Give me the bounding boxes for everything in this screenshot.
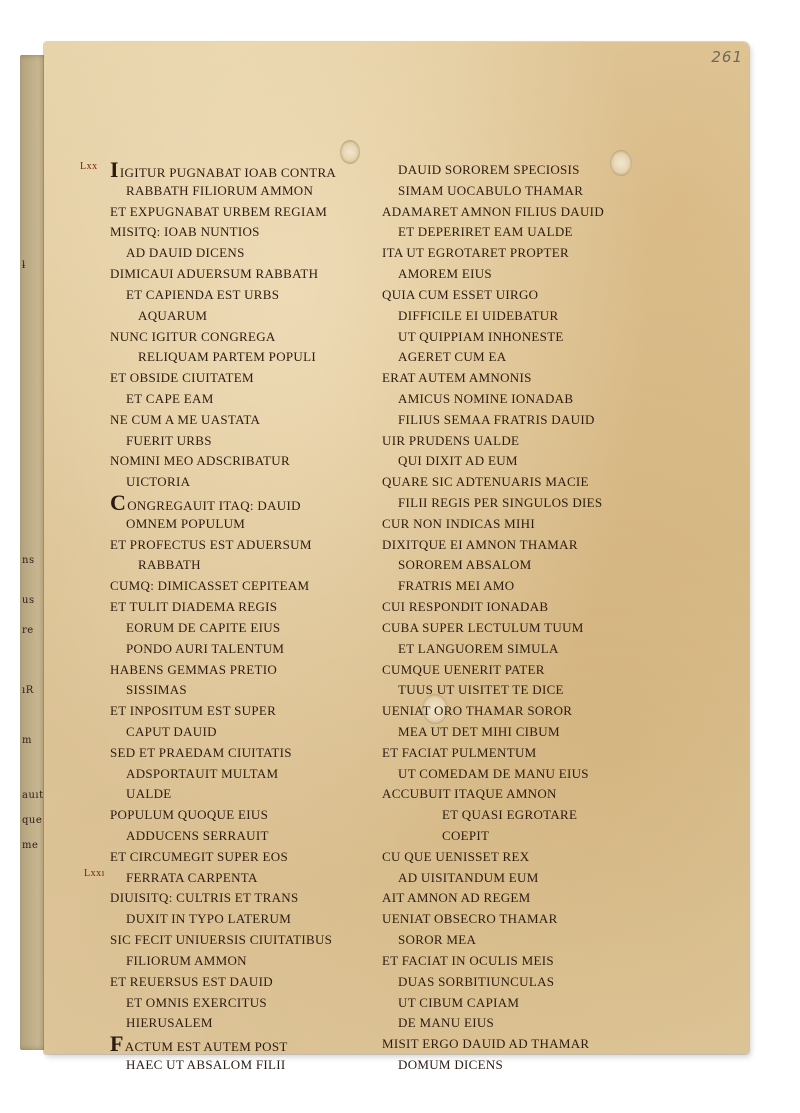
line-text: RELIQUAM PARTEM POPULI [138, 349, 316, 365]
manuscript-line [110, 847, 410, 868]
line-text: DAUID SOROREM SPECIOSIS [398, 162, 580, 177]
line-text: ET EXPUGNABAT URBEM REGIAM [110, 203, 328, 219]
decorated-initial: I [110, 157, 119, 182]
line-text: DIXITQUE EI AMNON THAMAR [382, 536, 578, 552]
manuscript-line [110, 576, 410, 597]
manuscript-line [110, 951, 410, 972]
manuscript-line [382, 285, 672, 306]
previous-leaf-text-fragment: auıt [22, 790, 44, 801]
line-text: ET DEPERIRET EAM UALDE [398, 224, 573, 240]
previous-leaf-text-fragment: m [22, 735, 32, 746]
line-text: SIC FECIT UNIUERSIS CIUITATIBUS [110, 932, 333, 948]
line-text: ET OBSIDE CIUITATEM [110, 370, 254, 386]
manuscript-line [382, 451, 672, 472]
line-text: AD DAUID DICENS [126, 245, 245, 261]
line-text: ITA UT EGROTARET PROPTER [382, 245, 570, 261]
manuscript-line [110, 639, 410, 660]
manuscript-line [382, 535, 672, 556]
line-text: IGITUR PUGNABAT IOAB CONTRA [119, 165, 337, 180]
manuscript-line [382, 514, 672, 535]
line-text: ET INPOSITUM EST SUPER [110, 703, 277, 719]
manuscript-line [110, 555, 410, 576]
manuscript-line [382, 1055, 672, 1076]
manuscript-line [110, 805, 410, 826]
manuscript-line [110, 597, 410, 618]
manuscript-line [382, 847, 672, 868]
previous-leaf-text-fragment: que [22, 815, 43, 826]
line-text: POPULUM QUOQUE EIUS [110, 807, 269, 823]
decorated-initial: C [110, 490, 127, 515]
previous-leaf-text-fragment: me [22, 840, 39, 851]
manuscript-line [382, 264, 672, 285]
manuscript-line [382, 618, 672, 639]
line-text: ET LANGUOREM SIMULA [398, 640, 559, 656]
line-text: ET FACIAT IN OCULIS MEIS [382, 952, 554, 968]
line-text: FRATRIS MEI AMO [398, 578, 515, 594]
line-text: UALDE [126, 786, 172, 802]
manuscript-line [382, 972, 672, 993]
previous-leaf-text-fragment: re [22, 625, 34, 636]
decorated-initial: F [110, 1031, 124, 1057]
line-text: ERAT AUTEM AMNONIS [382, 370, 532, 386]
line-text: SISSIMAS [126, 682, 187, 698]
manuscript-line [110, 368, 410, 389]
manuscript-folio [44, 42, 749, 1072]
manuscript-line [110, 680, 410, 701]
line-text: QUARE SIC ADTENUARIS MACIE [382, 474, 589, 490]
line-text: ONGREGAUIT ITAQ: DAUID [127, 498, 301, 513]
manuscript-line [110, 701, 410, 722]
line-text: FILII REGIS PER SINGULOS DIES [398, 495, 603, 510]
line-text: COEPIT [442, 828, 490, 843]
manuscript-line [382, 701, 672, 722]
manuscript-line [382, 368, 672, 389]
line-text: ET PROFECTUS EST ADUERSUM [110, 536, 312, 552]
line-text: OMNEM POPULUM [126, 515, 246, 531]
previous-leaf-text-fragment: us [22, 595, 35, 606]
text-column-right [382, 160, 672, 1076]
line-text: TUUS UT UISITET TE DICE [398, 682, 564, 698]
page-number: 261 [711, 48, 743, 66]
manuscript-line [110, 472, 410, 493]
line-text: ET OMNIS EXERCITUS [126, 994, 267, 1010]
line-text: AQUARUM [138, 307, 208, 323]
line-text: NE CUM A ME UASTATA [110, 411, 261, 427]
line-text: MEA UT DET MIHI CIBUM [398, 723, 560, 739]
manuscript-line [110, 618, 410, 639]
manuscript-line [382, 826, 672, 847]
line-text: CUMQ: DIMICASSET CEPITEAM [110, 578, 310, 594]
manuscript-line [382, 722, 672, 743]
manuscript-line [110, 888, 410, 909]
manuscript-line [382, 888, 672, 909]
previous-leaf-text-fragment: ƚ [22, 260, 26, 271]
line-text: UT CIBUM CAPIAM [398, 994, 520, 1010]
manuscript-line [382, 431, 672, 452]
manuscript-line [382, 306, 672, 327]
manuscript-line [110, 826, 410, 847]
manuscript-line [110, 389, 410, 410]
line-text: FUERIT URBS [126, 432, 212, 448]
manuscript-line [382, 327, 672, 348]
manuscript-line [382, 743, 672, 764]
manuscript-line [110, 514, 410, 535]
line-text: ET CAPE EAM [126, 390, 214, 406]
manuscript-line [110, 1055, 410, 1076]
previous-leaf-text-fragment: ıR [22, 685, 34, 696]
manuscript-line [110, 868, 410, 889]
manuscript-line [110, 327, 410, 348]
manuscript-line [382, 993, 672, 1014]
line-text: CUR NON INDICAS MIHI [382, 515, 535, 531]
line-text: UENIAT OBSECRO THAMAR [382, 911, 558, 927]
manuscript-line [110, 743, 410, 764]
line-text: FERRATA CARPENTA [126, 869, 258, 885]
manuscript-line [382, 160, 672, 181]
line-text: ADAMARET AMNON FILIUS DAUID [382, 203, 605, 219]
line-text: RABBATH [138, 557, 201, 573]
line-text: UIR PRUDENS UALDE [382, 432, 520, 448]
manuscript-line [110, 1031, 410, 1057]
manuscript-line [110, 660, 410, 681]
manuscript-line [382, 680, 672, 701]
line-text: ET QUASI EGROTARE [442, 807, 578, 823]
line-text: UENIAT ORO THAMAR SOROR [382, 703, 573, 719]
manuscript-line [382, 951, 672, 972]
manuscript-line [110, 264, 410, 285]
line-text: ET CAPIENDA EST URBS [126, 286, 280, 302]
line-text: ADDUCENS SERRAUIT [126, 828, 269, 843]
line-text: ET TULIT DIADEMA REGIS [110, 599, 278, 615]
manuscript-line [110, 764, 410, 785]
line-text: ET FACIAT PULMENTUM [382, 744, 537, 760]
manuscript-line [382, 389, 672, 410]
manuscript-line [110, 993, 410, 1014]
line-text: MISIT ERGO DAUID AD THAMAR [382, 1036, 590, 1052]
line-text: ET REUERSUS EST DAUID [110, 973, 273, 989]
line-text: DOMUM DICENS [398, 1056, 504, 1072]
chapter-number-lxx: Lxx [80, 161, 98, 172]
line-text: NOMINI MEO ADSCRIBATUR [110, 453, 290, 469]
line-text: UT COMEDAM DE MANU EIUS [398, 765, 589, 781]
line-text: SOROR MEA [398, 932, 477, 948]
line-text: DE MANU EIUS [398, 1015, 495, 1031]
manuscript-line [110, 222, 410, 243]
line-text: SED ET PRAEDAM CIUITATIS [110, 744, 292, 760]
manuscript-line [382, 597, 672, 618]
manuscript-line [382, 639, 672, 660]
manuscript-line [382, 181, 672, 202]
line-text: UICTORIA [126, 474, 191, 490]
line-text: AMICUS NOMINE IONADAB [398, 390, 574, 406]
manuscript-line [110, 202, 410, 223]
manuscript-line [110, 1013, 410, 1034]
manuscript-line [110, 306, 410, 327]
manuscript-line [382, 347, 672, 368]
line-text: RABBATH FILIORUM AMMON [126, 182, 314, 198]
manuscript-line [110, 181, 410, 202]
manuscript-line [110, 451, 410, 472]
line-text: FILIORUM AMMON [126, 952, 247, 968]
manuscript-line [110, 972, 410, 993]
line-text: MISITQ: IOAB NUNTIOS [110, 224, 260, 240]
line-text: AD UISITANDUM EUM [398, 869, 539, 885]
line-text: CUBA SUPER LECTULUM TUUM [382, 619, 584, 635]
line-text: PONDO AURI TALENTUM [126, 640, 285, 656]
line-text: CU QUE UENISSET REX [382, 848, 530, 864]
manuscript-line [110, 347, 410, 368]
manuscript-line [110, 784, 410, 805]
manuscript-line [110, 431, 410, 452]
manuscript-line [382, 472, 672, 493]
manuscript-line [110, 909, 410, 930]
line-text: AIT AMNON AD REGEM [382, 890, 531, 906]
line-text: FILIUS SEMAA FRATRIS DAUID [398, 411, 595, 427]
line-text: DIUISITQ: CULTRIS ET TRANS [110, 890, 299, 906]
line-text: NUNC IGITUR CONGREGA [110, 328, 276, 344]
manuscript-line [382, 1013, 672, 1034]
line-text: DUXIT IN TYPO LATERUM [126, 911, 292, 927]
line-text: HABENS GEMMAS PRETIO [110, 661, 278, 677]
manuscript-line [110, 157, 410, 182]
manuscript-line [110, 535, 410, 556]
line-text: DIMICAUI ADUERSUM RABBATH [110, 266, 319, 282]
manuscript-line [382, 222, 672, 243]
line-text: ACTUM EST AUTEM POST [124, 1039, 288, 1055]
line-text: EORUM DE CAPITE EIUS [126, 619, 281, 635]
manuscript-line [382, 660, 672, 681]
manuscript-line [382, 784, 672, 805]
manuscript-line [382, 555, 672, 576]
manuscript-line [382, 410, 672, 431]
manuscript-line [382, 930, 672, 951]
line-text: CAPUT DAUID [126, 723, 217, 739]
manuscript-line [382, 243, 672, 264]
manuscript-line [110, 930, 410, 951]
line-text: DIFFICILE EI UIDEBATUR [398, 307, 559, 323]
line-text: ADSPORTAUIT MULTAM [126, 765, 279, 781]
line-text: DUAS SORBITIUNCULAS [398, 973, 555, 989]
line-text: AMOREM EIUS [398, 266, 492, 282]
text-column-left [110, 157, 410, 1076]
line-text: ACCUBUIT ITAQUE AMNON [382, 786, 557, 802]
line-text: HAEC UT ABSALOM FILII [126, 1056, 286, 1072]
line-text: CUMQUE UENERIT PATER [382, 661, 545, 677]
manuscript-line [382, 868, 672, 889]
line-text: UT QUIPPIAM INHONESTE [398, 328, 564, 344]
manuscript-line [382, 576, 672, 597]
line-text: ET CIRCUMEGIT SUPER EOS [110, 848, 288, 864]
line-text: CUI RESPONDIT IONADAB [382, 599, 549, 615]
manuscript-line [382, 1034, 672, 1055]
previous-leaf-text-fragment: ns [22, 555, 35, 566]
line-text: SIMAM UOCABULO THAMAR [398, 182, 584, 198]
manuscript-line [382, 805, 672, 826]
line-text: QUIA CUM ESSET UIRGO [382, 286, 539, 302]
line-text: QUI DIXIT AD EUM [398, 453, 518, 469]
manuscript-line [382, 493, 672, 514]
chapter-number-lxxi: Lxxı [84, 868, 105, 879]
manuscript-line [110, 722, 410, 743]
manuscript-line [382, 909, 672, 930]
manuscript-line [110, 243, 410, 264]
line-text: HIERUSALEM [126, 1015, 213, 1031]
line-text: SOROREM ABSALOM [398, 557, 532, 573]
manuscript-line [110, 285, 410, 306]
manuscript-line [110, 490, 410, 515]
manuscript-line [382, 764, 672, 785]
line-text: AGERET CUM EA [398, 349, 507, 365]
manuscript-line [110, 410, 410, 431]
manuscript-line [382, 202, 672, 223]
